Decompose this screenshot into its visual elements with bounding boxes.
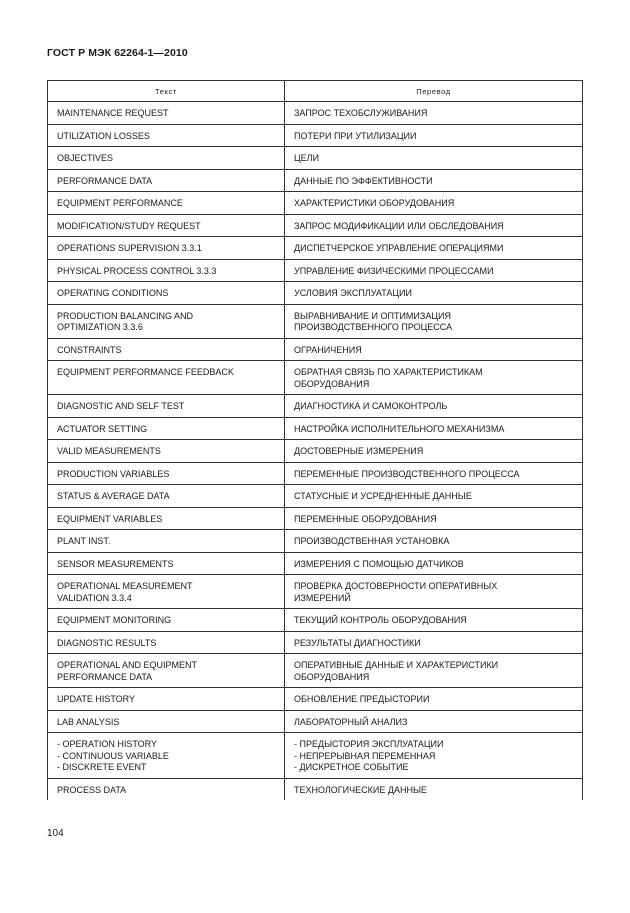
cell-translation: ПЕРЕМЕННЫЕ ОБОРУДОВАНИЯ bbox=[285, 507, 583, 530]
table-row bbox=[48, 338, 583, 361]
table-row bbox=[48, 214, 583, 237]
cell-source-text: STATUS & AVERAGE DATA bbox=[48, 485, 285, 508]
cell-translation: ЗАПРОС МОДИФИКАЦИИ ИЛИ ОБСЛЕДОВАНИЯ bbox=[285, 214, 583, 237]
cell-translation: ИЗМЕРЕНИЯ С ПОМОЩЬЮ ДАТЧИКОВ bbox=[285, 552, 583, 575]
cell-source-text: OPERATING CONDITIONS bbox=[48, 282, 285, 305]
cell-source-text: DIAGNOSTIC RESULTS bbox=[48, 631, 285, 654]
table-row bbox=[48, 654, 583, 688]
cell-source-text: LAB ANALYSIS bbox=[48, 710, 285, 733]
cell-translation: УСЛОВИЯ ЭКСПЛУАТАЦИИ bbox=[285, 282, 583, 305]
table-row bbox=[48, 710, 583, 733]
cell-source-text: OPERATIONAL MEASUREMENT VALIDATION 3.3.4 bbox=[48, 575, 285, 609]
cell-source-text: EQUIPMENT VARIABLES bbox=[48, 507, 285, 530]
table-row bbox=[48, 361, 583, 395]
table-row bbox=[48, 530, 583, 553]
cell-translation: ЗАПРОС ТЕХОБСЛУЖИВАНИЯ bbox=[285, 102, 583, 125]
table-row bbox=[48, 282, 583, 305]
cell-translation: ДИСПЕТЧЕРСКОЕ УПРАВЛЕНИЕ ОПЕРАЦИЯМИ bbox=[285, 237, 583, 260]
cell-translation: ПРОИЗВОДСТВЕННАЯ УСТАНОВКА bbox=[285, 530, 583, 553]
table-row bbox=[48, 395, 583, 418]
cell-source-text: EQUIPMENT PERFORMANCE bbox=[48, 192, 285, 215]
cell-translation: ДАННЫЕ ПО ЭФФЕКТИВНОСТИ bbox=[285, 169, 583, 192]
table-row bbox=[48, 417, 583, 440]
cell-translation: ОПЕРАТИВНЫЕ ДАННЫЕ И ХАРАКТЕРИСТИКИ ОБОРУДОВАНИЯ bbox=[285, 654, 583, 688]
cell-translation: НАСТРОЙКА ИСПОЛНИТЕЛЬНОГО МЕХАНИЗМА bbox=[285, 417, 583, 440]
cell-source-text: OPERATIONAL AND EQUIPMENT PERFORMANCE DATA bbox=[48, 654, 285, 688]
cell-translation: ПОТЕРИ ПРИ УТИЛИЗАЦИИ bbox=[285, 124, 583, 147]
cell-source-text: VALID MEASUREMENTS bbox=[48, 440, 285, 463]
cell-translation: ПЕРЕМЕННЫЕ ПРОИЗВОДСТВЕННОГО ПРОЦЕССА bbox=[285, 462, 583, 485]
cell-source-text: EQUIPMENT MONITORING bbox=[48, 609, 285, 632]
cell-translation: ЦЕЛИ bbox=[285, 147, 583, 170]
table-row bbox=[48, 778, 583, 800]
table-row bbox=[48, 237, 583, 260]
table-row bbox=[48, 169, 583, 192]
cell-translation: ДОСТОВЕРНЫЕ ИЗМЕРЕНИЯ bbox=[285, 440, 583, 463]
cell-source-text: - OPERATION HISTORY - CONTINUOUS VARIABLE - DISCKRETE EVENT bbox=[48, 733, 285, 779]
cell-source-text: DIAGNOSTIC AND SELF TEST bbox=[48, 395, 285, 418]
cell-source-text: OBJECTIVES bbox=[48, 147, 285, 170]
cell-translation: ДИАГНОСТИКА И САМОКОНТРОЛЬ bbox=[285, 395, 583, 418]
page-number: 104 bbox=[47, 828, 64, 839]
table-row bbox=[48, 124, 583, 147]
table-row bbox=[48, 485, 583, 508]
cell-translation: ТЕХНОЛОГИЧЕСКИЕ ДАННЫЕ bbox=[285, 778, 583, 800]
cell-translation: ПРОВЕРКА ДОСТОВЕРНОСТИ ОПЕРАТИВНЫХ ИЗМЕРЕНИЙ bbox=[285, 575, 583, 609]
column-header-text: Текст bbox=[48, 81, 285, 102]
cell-source-text: SENSOR MEASUREMENTS bbox=[48, 552, 285, 575]
cell-source-text: PRODUCTION VARIABLES bbox=[48, 462, 285, 485]
cell-translation: ОГРАНИЧЕНИЯ bbox=[285, 338, 583, 361]
cell-translation: ОБРАТНАЯ СВЯЗЬ ПО ХАРАКТЕРИСТИКАМ ОБОРУДОВАНИЯ bbox=[285, 361, 583, 395]
cell-source-text: UPDATE HISTORY bbox=[48, 688, 285, 711]
table-row bbox=[48, 507, 583, 530]
column-header-translation: Перевод bbox=[285, 81, 583, 102]
table-row bbox=[48, 462, 583, 485]
table-row bbox=[48, 440, 583, 463]
table-row bbox=[48, 733, 583, 779]
cell-translation: ЛАБОРАТОРНЫЙ АНАЛИЗ bbox=[285, 710, 583, 733]
cell-translation: ТЕКУЩИЙ КОНТРОЛЬ ОБОРУДОВАНИЯ bbox=[285, 609, 583, 632]
table-row bbox=[48, 631, 583, 654]
table-row bbox=[48, 147, 583, 170]
table-row bbox=[48, 575, 583, 609]
document-header: ГОСТ Р МЭК 62264-1—2010 bbox=[47, 47, 188, 59]
table-row bbox=[48, 102, 583, 125]
cell-source-text: CONSTRAINTS bbox=[48, 338, 285, 361]
cell-translation: ОБНОВЛЕНИЕ ПРЕДЫСТОРИИ bbox=[285, 688, 583, 711]
cell-source-text: OPERATIONS SUPERVISION 3.3.1 bbox=[48, 237, 285, 260]
table-row bbox=[48, 688, 583, 711]
cell-source-text: EQUIPMENT PERFORMANCE FEEDBACK bbox=[48, 361, 285, 395]
cell-source-text: PROCESS DATA bbox=[48, 778, 285, 800]
table-row bbox=[48, 304, 583, 338]
cell-source-text: PLANT INST. bbox=[48, 530, 285, 553]
table-row bbox=[48, 192, 583, 215]
cell-translation: РЕЗУЛЬТАТЫ ДИАГНОСТИКИ bbox=[285, 631, 583, 654]
cell-translation: СТАТУСНЫЕ И УСРЕДНЕННЫЕ ДАННЫЕ bbox=[285, 485, 583, 508]
translation-table bbox=[47, 80, 583, 800]
cell-translation: ХАРАКТЕРИСТИКИ ОБОРУДОВАНИЯ bbox=[285, 192, 583, 215]
cell-source-text: PRODUCTION BALANCING AND OPTIMIZATION 3.3.6 bbox=[48, 304, 285, 338]
cell-source-text: PHYSICAL PROCESS CONTROL 3.3.3 bbox=[48, 259, 285, 282]
cell-translation: ВЫРАВНИВАНИЕ И ОПТИМИЗАЦИЯ ПРОИЗВОДСТВЕННОГО ПРОЦЕССА bbox=[285, 304, 583, 338]
table-row bbox=[48, 609, 583, 632]
table-row bbox=[48, 259, 583, 282]
table-body bbox=[48, 102, 583, 801]
cell-source-text: UTILIZATION LOSSES bbox=[48, 124, 285, 147]
cell-translation: - ПРЕДЫСТОРИЯ ЭКСПЛУАТАЦИИ - НЕПРЕРЫВНАЯ ПЕРЕМЕННАЯ - ДИСКРЕТНОЕ СОБЫТИЕ bbox=[285, 733, 583, 779]
cell-translation: УПРАВЛЕНИЕ ФИЗИЧЕСКИМИ ПРОЦЕССАМИ bbox=[285, 259, 583, 282]
cell-source-text: PERFORMANCE DATA bbox=[48, 169, 285, 192]
table-row bbox=[48, 552, 583, 575]
cell-source-text: MODIFICATION/STUDY REQUEST bbox=[48, 214, 285, 237]
cell-source-text: ACTUATOR SETTING bbox=[48, 417, 285, 440]
table-header-row bbox=[48, 81, 583, 102]
cell-source-text: MAINTENANCE REQUEST bbox=[48, 102, 285, 125]
